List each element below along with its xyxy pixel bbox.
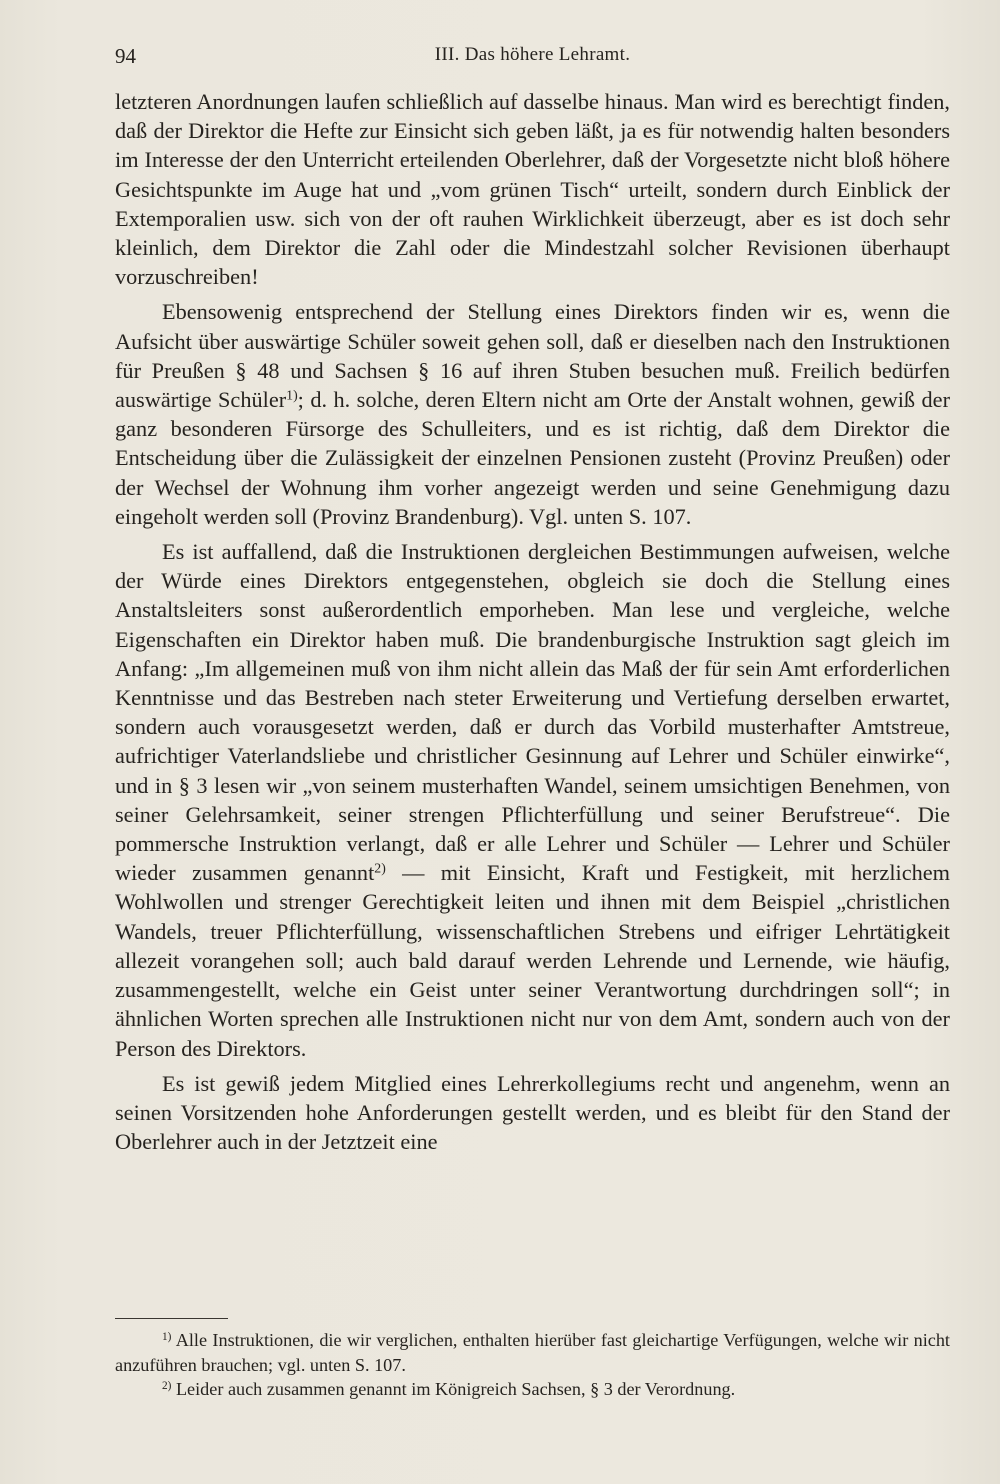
footnote-2 [115,1377,950,1402]
footnote-ref-1: 1) [286,387,298,403]
footnote-1-text: Alle Instruktionen, die wir verglichen, enthalten hierüber fast gleichartige Verfügungen, welche wir nicht anzuführen brauchen; vgl. unten S. 107. [115,1330,950,1375]
paragraph-2-text-b: ; d. h. solche, deren Eltern nicht am Orte der Anstalt wohnen, gewiß der ganz besonderen Fürsorge des Schulleiters, und es ist richtig, daß dem Direktor die Entscheidung über die Zulässigkeit der einzelnen Pensionen zusteht (Provinz Preußen) oder der Wechsel der Wohnung ihm vorher angezeigt werden und seine Genehmigung dazu eingeholt werden soll (Provinz Brandenburg). Vgl. unten S. 107. [115,387,950,529]
paragraph-2-text-a: Ebensowenig entsprechend der Stellung eines Direktors finden wir es, wenn die Aufsicht über auswärtige Schüler soweit gehen soll, daß er dieselben nach den Instruktionen für Preußen § 48 und Sachsen § 16 auf ihren Stuben besuchen muß. Freilich bedürfen auswärtige Schüler [115,299,950,413]
paragraph-3-text-a: Es ist auffallend, daß die Instruktionen dergleichen Bestimmungen aufweisen, welche der Würde eines Direktors entgegenstehen, obgleich sie doch die Stellung eines Anstaltsleiters sonst außerordentlich emporheben. Man lese und vergleiche, welche Eigenschaften ein Direktor haben muß. Die brandenburgische Instruktion sagt gleich im Anfang: „Im allgemeinen muß von ihm nicht allein das Maß der für sein Amt erforderlichen Kenntnisse und das Bestreben nach steter Erweiterung und Vertiefung derselben erwartet, sondern auch vorausgesetzt werden, daß er durch das Vorbild musterhafter Amtstreue, aufrichtiger Vaterlandsliebe und christlicher Gesinnung auf Lehrer und Schüler einwirke“, und in § 3 lesen wir „von seinem musterhaften Wandel, seinem umsichtigen Benehmen, von seiner Gelehrsamkeit, seiner strengen Pflichterfüllung und seiner Berufstreue“. Die pommersche Instruktion verlangt, daß er alle Lehrer und Schüler — Lehrer und Schüler wieder zusammen genannt [115,539,950,886]
footnote-rule [115,1318,228,1319]
chapter-title: III. Das höhere Lehramt. [434,44,631,65]
footnote-1-marker: 1) [162,1330,172,1343]
footnote-ref-2: 2) [374,860,386,876]
footnote-1 [115,1328,950,1377]
paragraph-2 [115,297,950,531]
footnote-2-marker: 2) [162,1379,172,1392]
footnote-2-text: Leider auch zusammen genannt im Königreich Sachsen, § 3 der Verordnung. [171,1379,736,1399]
page-number: 94 [115,44,136,68]
body-text [115,87,950,1156]
running-head [115,44,950,74]
paragraph-1: letzteren Anordnungen laufen schließlich auf dasselbe hinaus. Man wird es berechtigt finden, daß der Direktor die Hefte zur Einsicht sich geben läßt, ja es für notwendig halten besonders im Interesse der den Unterricht erteilenden Oberlehrer, daß der Vorgesetzte nicht bloß höhere Gesichtspunkte im Auge hat und „vom grünen Tisch“ urteilt, sondern durch Einblick der Extemporalien usw. sich von der oft rauhen Wirklichkeit überzeugt, aber es ist doch sehr kleinlich, dem Direktor die Zahl oder die Mindestzahl solcher Revisionen überhaupt vorzuschreiben! [115,89,950,290]
footnotes [115,1328,950,1402]
paragraph-3 [115,537,950,1063]
paragraph-3-text-b: — mit Einsicht, Kraft und Festigkeit, mit herzlichem Wohlwollen und strenger Gerechtigkeit leiten und ihnen mit dem Beispiel „christlichen Wandels, treuer Pflichterfüllung, wissenschaftlichen Strebens und eifriger Lehrtätigkeit allezeit vorangehen soll; auch bald darauf werden Lehrende und Lernende, wie häufig, zusammengestellt, welche ein Geist unter seiner Verantwortung durchdringen soll“; in ähnlichen Worten sprechen alle Instruktionen nicht nur von dem Amt, sondern auch von der Person des Direktors. [115,860,950,1061]
paragraph-4: Es ist gewiß jedem Mitglied eines Lehrerkollegiums recht und angenehm, wenn an seinen Vorsitzenden hohe Anforderungen gestellt werden, und es bleibt für den Stand der Oberlehrer auch in der Jetztzeit eine [115,1070,950,1155]
